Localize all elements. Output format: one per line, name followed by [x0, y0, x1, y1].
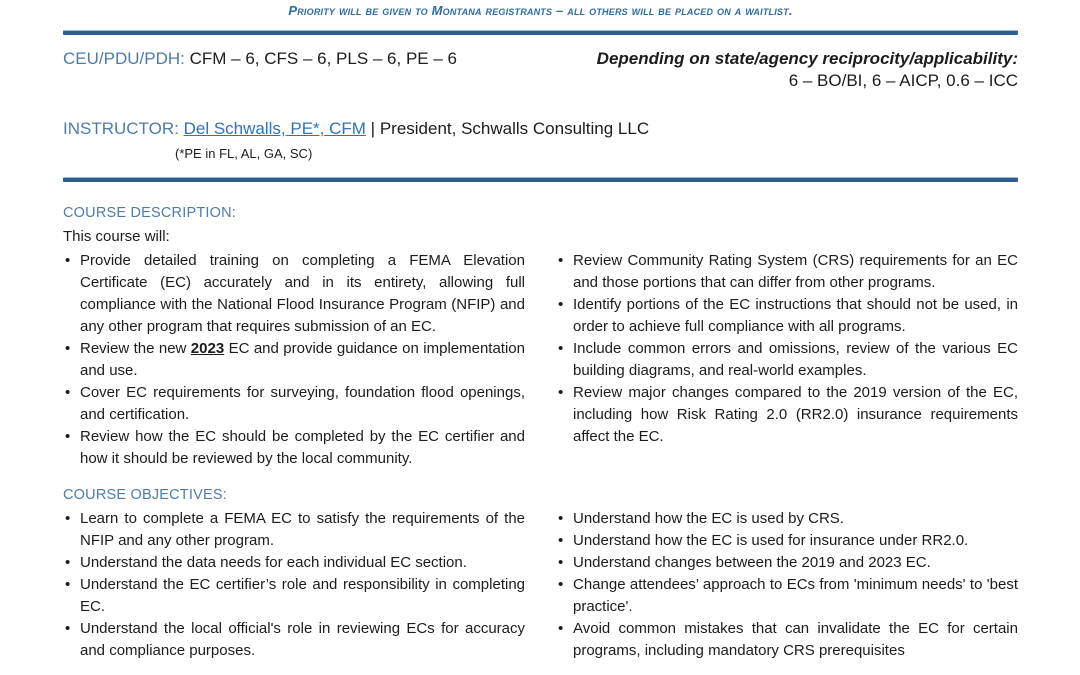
- description-left-list: [63, 250, 525, 470]
- bullet-icon: •: [558, 296, 564, 313]
- objectives-left-list: [63, 508, 525, 662]
- credits-label: CEU/PDU/PDH:: [63, 49, 185, 68]
- bullet-icon: •: [65, 510, 71, 527]
- reciprocity-block: [597, 48, 1018, 92]
- list-item: [556, 382, 1018, 448]
- list-item: [63, 574, 525, 618]
- bullet-icon: •: [65, 384, 71, 401]
- bullet-text: Review Community Rating System (CRS) requirements for an EC and those portions that can differ from other programs.: [573, 252, 1018, 291]
- objectives-left-column: [63, 508, 525, 662]
- bullet-text: [80, 340, 525, 379]
- pe-license-note: (*PE in FL, AL, GA, SC): [175, 146, 313, 161]
- bullet-icon: •: [558, 620, 564, 637]
- bullet-text: Understand the EC certifier’s role and responsibility in completing EC.: [80, 576, 525, 615]
- list-item: [556, 508, 1018, 530]
- objectives-right-column: [556, 508, 1018, 662]
- bullet-icon: •: [65, 340, 71, 357]
- course-description-columns: [63, 250, 1018, 470]
- credits-line: [63, 48, 457, 70]
- bullet-text-post: EC and provide guidance on implementation and use.: [80, 340, 525, 379]
- list-item: [556, 552, 1018, 574]
- list-item: [556, 618, 1018, 662]
- priority-banner-text: Priority will be given to Montana registrants – all others will be placed on a waitlist.: [288, 3, 793, 18]
- bullet-text: Include common errors and omissions, review of the various EC building diagrams, and real-world examples.: [573, 340, 1018, 379]
- instructor-title: President, Schwalls Consulting LLC: [379, 119, 650, 138]
- bullet-icon: •: [558, 576, 564, 593]
- course-objectives-heading: COURSE OBJECTIVES:: [63, 487, 227, 503]
- bullet-text: Provide detailed training on completing a FEMA Elevation Certificate (EC) accurately and in its entirety, allowing full compliance with the National Flood Insurance Program (NFIP) and any other program that requires submission of an EC.: [80, 252, 525, 335]
- divider-rule-middle: [63, 177, 1018, 182]
- list-item: [556, 250, 1018, 294]
- course-objectives-columns: [63, 508, 1018, 662]
- list-item: [63, 552, 525, 574]
- credits-value: CFM – 6, CFS – 6, PLS – 6, PE – 6: [189, 49, 457, 68]
- bullet-text-pre: Review the new: [80, 340, 191, 357]
- bullet-icon: •: [65, 576, 71, 593]
- bullet-icon: •: [65, 620, 71, 637]
- bullet-text-emphasis: 2023: [190, 340, 225, 357]
- bullet-text: Understand how the EC is used by CRS.: [573, 510, 844, 527]
- list-item: [556, 338, 1018, 382]
- instructor-separator: |: [370, 119, 376, 138]
- description-right-column: [556, 250, 1018, 470]
- list-item: [63, 250, 525, 338]
- bullet-text: Review major changes compared to the 2019 version of the EC, including how Risk Rating 2.0 (RR2.0) insurance requirements affect the EC.: [573, 384, 1018, 445]
- bullet-icon: •: [558, 384, 564, 401]
- bullet-icon: •: [558, 340, 564, 357]
- bullet-text: Change attendees’ approach to ECs from 'minimum needs' to 'best practice'.: [573, 576, 1018, 615]
- list-item: [63, 382, 525, 426]
- list-item: [556, 294, 1018, 338]
- bullet-text: Learn to complete a FEMA EC to satisfy the requirements of the NFIP and any other program.: [80, 510, 525, 549]
- bullet-icon: •: [65, 554, 71, 571]
- bullet-text: Understand the data needs for each individual EC section.: [80, 554, 467, 571]
- list-item: [556, 574, 1018, 618]
- description-left-column: [63, 250, 525, 470]
- divider-rule-top: [63, 30, 1018, 35]
- bullet-icon: •: [558, 554, 564, 571]
- bullet-text: Avoid common mistakes that can invalidate the EC for certain programs, including mandatory CRS prerequisites: [573, 620, 1018, 659]
- bullet-text: Understand changes between the 2019 and 2023 EC.: [573, 554, 931, 571]
- list-item: [556, 530, 1018, 552]
- bullet-text: Understand the local official's role in reviewing ECs for accuracy and compliance purposes.: [80, 620, 525, 659]
- bullet-icon: •: [65, 428, 71, 445]
- instructor-line: [63, 118, 1018, 140]
- instructor-name-link[interactable]: Del Schwalls, PE*, CFM: [183, 119, 366, 138]
- credits-row: [63, 48, 1018, 92]
- course-description-intro: This course will:: [63, 228, 170, 245]
- bullet-text: Review how the EC should be completed by the EC certifier and how it should be reviewed by the local community.: [80, 428, 525, 467]
- reciprocity-note: Depending on state/agency reciprocity/applicability:: [596, 49, 1018, 68]
- bullet-icon: •: [558, 252, 564, 269]
- list-item: [63, 508, 525, 552]
- objectives-right-list: [556, 508, 1018, 662]
- list-item: [63, 618, 525, 662]
- list-item: [63, 426, 525, 470]
- description-right-list: [556, 250, 1018, 448]
- reciprocity-value: 6 – BO/BI, 6 – AICP, 0.6 – ICC: [788, 71, 1018, 90]
- course-description-heading: COURSE DESCRIPTION:: [63, 205, 236, 221]
- bullet-text: Understand how the EC is used for insurance under RR2.0.: [573, 532, 969, 549]
- instructor-label: INSTRUCTOR:: [63, 119, 179, 138]
- bullet-icon: •: [558, 510, 564, 527]
- bullet-icon: •: [558, 532, 564, 549]
- bullet-text: Identify portions of the EC instructions that should not be used, in order to achieve full compliance with all programs.: [573, 296, 1018, 335]
- bullet-text: Cover EC requirements for surveying, foundation flood openings, and certification.: [80, 384, 525, 423]
- list-item: [63, 338, 525, 382]
- bullet-icon: •: [65, 252, 71, 269]
